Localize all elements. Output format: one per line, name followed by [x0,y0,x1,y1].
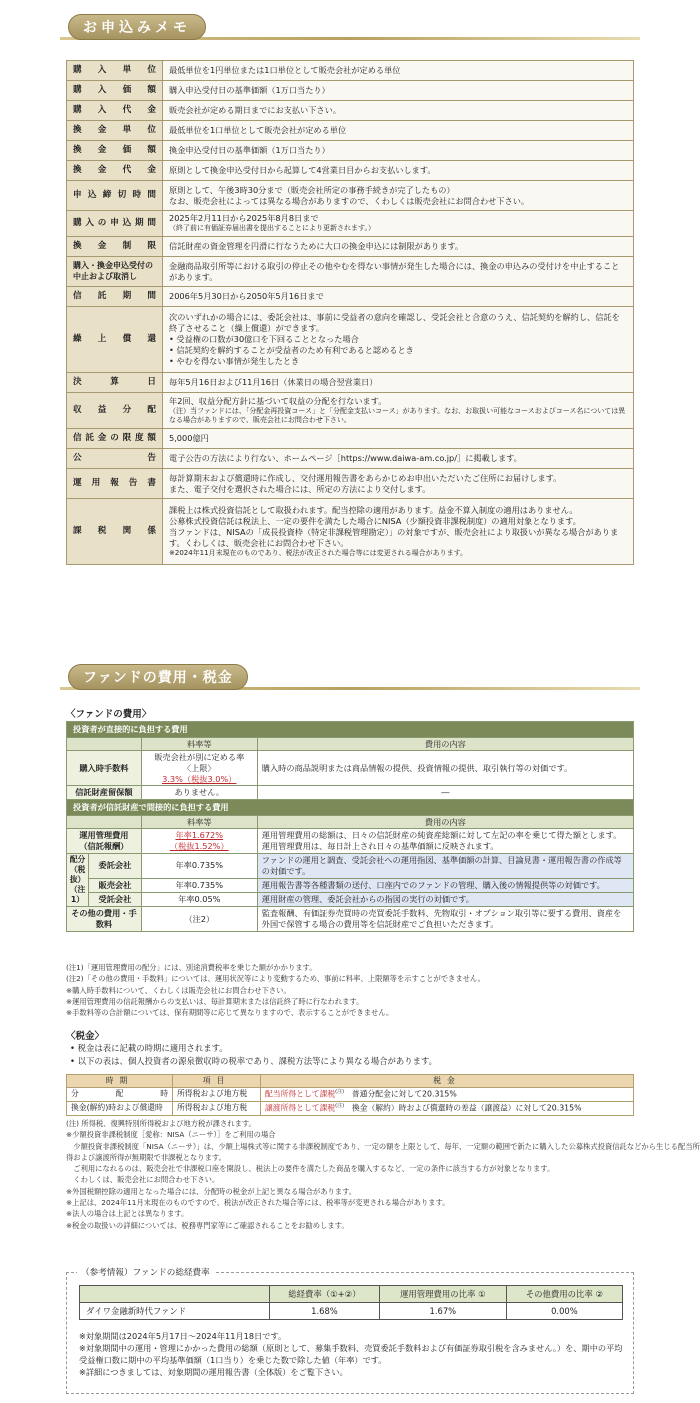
tax-table [66,1074,634,1116]
memo-row [67,469,634,499]
memo-row [67,393,634,429]
memo-row [67,61,634,81]
memo-note: （終了前に有価証券届出書を提出することにより更新されます。） [169,224,375,233]
other-fee-desc: 監査報酬、有価証券売買時の売買委託手数料、先物取引・オプション取引等に要する費用、資産を外国で保管する場合の費用等を信託財産でご負担いただきます。 [257,907,633,931]
memo-value [163,449,634,469]
note-line: ※法人の場合は上記とは異なります。 [66,1209,189,1219]
memo-row [67,181,634,211]
memo-value-line: 毎年5月16日および11月16日（休業日の場合翌営業日） [169,377,378,388]
memo-value [163,81,634,101]
reference-box [66,1268,634,1394]
tax-item: 所得税および地方税 [173,1101,261,1115]
memo-value [163,101,634,121]
note-line: ※運用管理費用の信託報酬からの支払いは、毎計算期末または信託終了時に行なわれます。 [66,996,364,1006]
management-fee-desc: 運用管理費用の総額は、日々の信託財産の純資産総額に対して左記の率を乗じて得た額とします。運用管理費用は、毎日計上され日々の基準価額に反映されます。 [257,829,633,853]
memo-row [67,449,634,469]
memo-label: 換金制限 [67,237,163,257]
management-fee-rate-sub: （税抜1.52%） [169,840,229,851]
memo-label: 換金単位 [67,121,163,141]
retention-desc: ― [257,786,633,800]
allocation-item-desc: 運用報告書等各種書類の送付、口座内でのファンドの管理、購入後の情報提供等の対価です。 [257,878,633,892]
allocation-label: 配分（税抜）（注1） [67,853,89,907]
note-line: 少額投資非課税制度「NISA（ニーサ）」は、少額上場株式等に関する非課税制度であり、一定の額を上限として、毎年、一定額の範囲で新たに購入した公募株式投資信託などから生じる配当所得および譲渡所得が無期限で非課税となります。 [66,1141,700,1162]
memo-value-line: 毎計算期末および償還時に作成し、交付運用報告書をあらかじめお申出いただいたご住所にお届けします。 [169,472,562,483]
tax-rate-header: 税金 [261,1075,634,1088]
memo-label: 購入・換金申込受付の中止および取消し [67,257,163,287]
allocation-item-desc: 運用財産の管理、委託会社からの指図の実行の対価です。 [257,892,633,906]
memo-value-line: 原則として、午後3時30分まで（販売会社所定の事務手続きが完了したもの） [169,184,455,195]
memo-label: 購入価額 [67,81,163,101]
note-line: ※上記は、2024年11月末現在のものですので、税法が改正された場合等には、税率等が変更される場合があります。 [66,1198,450,1208]
management-fee-rate [141,829,257,853]
note-line: ※外国税額控除の適用となった場合には、分配時の税金が上記と異なる場合があります。 [66,1186,357,1196]
expense-ratio-table [79,1285,623,1320]
tax-type: 譲渡所得として課税 [265,1103,336,1113]
direct-cost-bar: 投資者が直接的に負担する費用 [67,722,634,738]
memo-row [67,373,634,393]
fund-name: ダイワ金融新時代ファンド [80,1303,270,1320]
memo-value-line: また、電子交付を選択された場合には、所定の方法により交付します。 [169,483,431,494]
tax-heading: 〈税金〉 [66,1031,105,1042]
memo-value-line: 最低単位を1口単位として販売会社が定める単位 [169,125,347,136]
memo-value [163,469,634,499]
other-fee-label: その他の費用・手数料 [67,907,142,931]
total-ratio-header: 総経費率（①+②） [270,1286,380,1303]
memo-label: 収益分配 [67,393,163,429]
allocation-item-label: 販売会社 [89,878,142,892]
reference-notes [79,1331,625,1379]
fee-title: ファンドの費用・税金 [68,664,248,690]
memo-value [163,429,634,449]
purchase-fee-rate-line: 販売会社が別に定める率 [154,752,245,763]
other-ratio: 0.00% [506,1303,622,1320]
memo-label: 申込締切時間 [67,181,163,211]
note-line: ※税金の取扱いの詳細については、税務専門家等にご確認されることをお勧めします。 [66,1220,349,1230]
memo-label: 換金価額 [67,141,163,161]
memo-value [163,373,634,393]
blank-header [67,737,142,751]
memo-value-line: • 信託契約を解約することが受益者のため有利であると認めるとき [169,344,414,355]
management-ratio: 1.67% [379,1303,506,1320]
tax-rate: 換金（解約）時および償還時の差益（譲渡益）に対して20.315% [351,1103,582,1113]
memo-label: 運用報告書 [67,469,163,499]
memo-value-line: • 受益権の口数が30億口を下回ることとなった場合 [169,334,359,345]
reference-note: ※対象期間中の運用・管理にかかった費用の総額（原則として、募集手数料、売買委託手数料および有価証券取引税を含みません。）を、期中の平均受益権口数に期中の平均基準価額（1口当り）を乗じた数で除した値（年率）です。 [79,1342,623,1365]
memo-row [67,257,634,287]
management-fee-label [67,829,142,853]
memo-row [67,81,634,101]
note-line: (注2)「その他の費用・手数料」については、運用状況等により変動するため、事前に料率、上限額等を示すことができません。 [66,974,485,984]
memo-label: 購入単位 [67,61,163,81]
allocation-item-rate: 年率0.735% [141,853,257,878]
fee-heading: 〈ファンドの費用〉 [66,709,152,720]
memo-value-line: 信託財産の資金管理を円滑に行なうために大口の換金申込には制限があります。 [169,241,464,252]
memo-banner [60,14,640,42]
tax-rate: 普通分配金に対して20.315% [351,1089,457,1099]
memo-label: 信託期間 [67,287,163,307]
note-line: くわしくは、販売会社にお問合わせ下さい。 [66,1175,220,1185]
memo-label: 課税関係 [67,499,163,565]
memo-row [67,161,634,181]
management-fee-label-sub: （信託報酬） [79,840,129,851]
reference-title: （参考情報）ファンドの総経費率 [77,1266,214,1278]
total-ratio: 1.68% [270,1303,380,1320]
purchase-fee-max: 3.3%（税抜3.0%） [162,773,237,784]
memo-value [163,161,634,181]
memo-row [67,211,634,237]
memo-note: （注）当ファンドには、「分配金再投資コース」と「分配金支払いコース」があります。なお、お取扱い可能なコースおよびコース名については異なる場合がありますので、販売会社にお問合わせ下さい。 [169,406,626,424]
memo-row [67,121,634,141]
tax-note-mark: (注) [335,1089,345,1096]
rate-header: 料率等 [141,815,257,829]
memo-value-line: 原則として換金申込受付日から起算して4営業日目からお支払いします。 [169,165,436,176]
reference-note: ※詳細につきましては、対象期間の運用報告書（全体版）をご覧下さい。 [79,1366,348,1377]
purchase-fee-rate [141,751,257,786]
memo-value [163,307,634,373]
memo-value-line: 年2回、収益分配方針に基づいて収益の分配を行ないます。 [169,395,387,406]
note-line: ご利用になれるのは、販売会社で非課税口座を開設し、税法上の要件を満たした商品を購入するなど、一定の条件に該当する方が対象となります。 [66,1164,555,1174]
memo-value-line: 金融商品取引所等における取引の停止その他やむを得ない事情が発生した場合には、換金の申込みの受付けを中止することがあります。 [169,260,620,282]
memo-value-line: 次のいずれかの場合には、委託会社は、事前に受益者の意向を確認し、受託会社と合意のうえ、信託契約を解約し、信託を終了させること（繰上償還）ができます。 [169,312,620,334]
memo-value-line: • やむを得ない事情が発生したとき [169,355,300,366]
allocation-item-desc: ファンドの運用と調査、受託会社への運用指図、基準価額の計算、目論見書・運用報告書の作成等の対価です。 [257,853,633,878]
memo-value-line: 課税上は株式投資信託として取扱われます。配当控除の適用があります。益金不算入制度の適用はありません。 [169,505,578,516]
tax-period: 換金(解約)時および償還時 [67,1101,173,1115]
allocation-item-rate: 年率0.735% [141,878,257,892]
tax-notes [66,1118,700,1231]
tax-detail [261,1088,634,1102]
memo-label: 購入の申込期間 [67,211,163,237]
note-line: (注1)「運用管理費用の配分」には、別途消費税率を乗じた額がかかります。 [66,963,317,972]
memo-row [67,237,634,257]
tax-period: 分配時 [67,1088,173,1102]
memo-value [163,257,634,287]
memo-value [163,237,634,257]
content-header: 費用の内容 [257,815,633,829]
purchase-fee-cap: 〈上限〉 [182,762,216,773]
management-ratio-header: 運用管理費用の比率 ① [379,1286,506,1303]
memo-row [67,101,634,121]
memo-value-line: 購入申込受付日の基準価額（1万口当たり） [169,85,330,96]
memo-value-line: 販売会社が定める期日までにお支払い下さい。 [169,105,341,116]
fee-table [66,721,634,932]
memo-value-line: 電子公告の方法により行ない、ホームページ［https://www.daiwa-am.co.jp/］に掲載します。 [169,453,522,464]
tax-period-header: 時期 [67,1075,173,1088]
memo-row [67,141,634,161]
application-memo-table [66,60,634,565]
other-ratio-header: その他費用の比率 ② [506,1286,622,1303]
memo-label: 購入代金 [67,101,163,121]
fee-notes [66,962,485,1018]
tax-detail [261,1101,634,1115]
memo-row [67,499,634,565]
tax-type: 配当所得として課税 [265,1089,336,1099]
memo-value-line: なお、販売会社によっては異なる場合がありますので、くわしくは販売会社にお問合わせ下さい。 [169,195,530,206]
fee-banner [60,664,640,692]
memo-label: 換金代金 [67,161,163,181]
memo-value-line: 公募株式投資信託は税法上、一定の要件を満たした場合にNISA（少額投資非課税制度）の適用対象となります。 [169,516,581,527]
memo-value [163,121,634,141]
allocation-item-rate: 年率0.05% [141,892,257,906]
memo-label: 決算日 [67,373,163,393]
memo-value [163,141,634,161]
management-fee-label-line: 運用管理費用 [79,830,129,841]
tax-note-mark: (注) [335,1102,345,1109]
tax-item-header: 項目 [173,1075,261,1088]
content-header: 費用の内容 [257,737,633,751]
note-line: ※手数料等の合計額については、保有期間等に応じて異なりますので、表示することができません。 [66,1008,394,1018]
blank-header [67,815,142,829]
memo-row [67,307,634,373]
memo-label: 信託金の限度額 [67,429,163,449]
tax-bullet: • 税金は表に記載の時期に適用されます。 [70,1043,228,1053]
tax-bullet: • 以下の表は、個人投資者の源泉徴収時の税率であり、課税方法等により異なる場合があります。 [70,1056,438,1067]
management-fee-rate-line: 年率1.672% [175,830,224,841]
rate-header: 料率等 [141,737,257,751]
reference-note: ※対象期間は2024年5月17日〜2024年11月18日です。 [79,1331,287,1341]
memo-value [163,61,634,81]
memo-label: 公告 [67,449,163,469]
memo-row [67,287,634,307]
memo-value-line: 換金申込受付日の基準価額（1万口当たり） [169,145,330,156]
blank-header [80,1286,270,1303]
allocation-item-label: 委託会社 [89,853,142,878]
retention-rate: ありません。 [141,786,257,800]
note-line: (注) 所得税、復興特別所得税および地方税が課されます。 [66,1119,256,1128]
memo-value-line: 2006年5月30日から2050年5月16日まで [169,291,324,302]
memo-title: お申込みメモ [68,14,206,40]
memo-value [163,393,634,429]
other-fee-rate: （注2） [141,907,257,931]
memo-value [163,181,634,211]
memo-row [67,429,634,449]
memo-label: 繰上償還 [67,307,163,373]
memo-value-line: 当ファンドは、NISAの「成長投資枠（特定非課税管理勘定）」の対象ですが、販売会社により取扱いが異なる場合があります。くわしくは、販売会社にお問合わせ下さい。 [169,526,619,548]
purchase-fee-label: 購入時手数料 [67,751,142,786]
note-line: ※購入時手数料について、くわしくは販売会社にお問合わせ下さい。 [66,985,291,995]
memo-value [163,211,634,237]
allocation-item-label: 受託会社 [89,892,142,906]
indirect-cost-bar: 投資者が信託財産で間接的に負担する費用 [67,799,634,815]
retention-label: 信託財産留保額 [67,786,142,800]
memo-value-line: 5,000億円 [169,433,209,444]
memo-value-line: 2025年2月11日から2025年8月8日まで [169,213,319,224]
tax-item: 所得税および地方税 [173,1088,261,1102]
memo-value [163,287,634,307]
purchase-fee-desc: 購入時の商品説明または商品情報の提供、投資情報の提供、取引執行等の対価です。 [257,751,633,786]
memo-note: ※2024年11月末現在のものであり、税法が改正された場合等には変更される場合があります。 [169,548,468,557]
tax-bullets [70,1042,437,1069]
note-line: ※少額投資非課税制度［愛称：NISA（ニーサ）］をご利用の場合 [66,1130,276,1140]
memo-value-line: 最低単位を1円単位または1口単位として販売会社が定める単位 [169,65,401,76]
memo-value [163,499,634,565]
